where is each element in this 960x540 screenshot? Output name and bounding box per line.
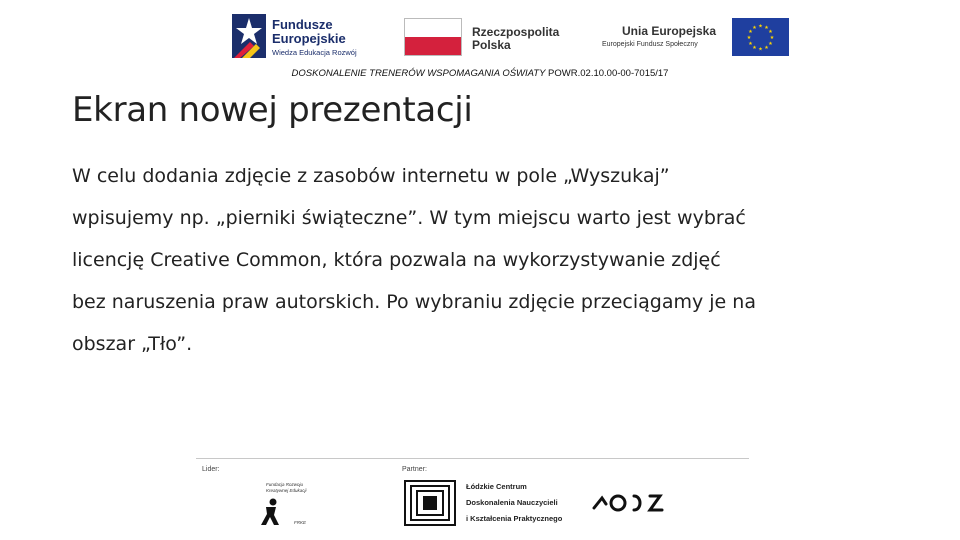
walking-figure-icon [260,498,282,526]
fe-title-line2: Europejskie [272,31,346,46]
svg-text:★: ★ [764,45,769,51]
lodz-wordmark-icon [590,488,670,516]
svg-text:★: ★ [764,25,769,31]
ue-title: Unia Europejska [622,24,717,38]
body-line: obszar „Tło”. [72,333,193,355]
lider-logo-line2: Kreatywnej Edukacji [266,488,307,493]
lider-label: Lider: [202,466,220,473]
rp-line2: Polska [472,38,511,52]
ldz-logo-line1: Łódzkie Centrum [466,482,527,491]
rp-line1: Rzeczpospolita [472,25,560,39]
svg-text:★: ★ [758,46,763,53]
square-frame-icon [404,480,456,526]
eu-flag-icon [732,18,789,56]
fundusze-europejskie-star-icon [232,14,268,58]
body-line: licencję Creative Common, która pozwala na wykorzystywanie zdjęć [72,249,721,271]
unia-europejska-logo [600,18,790,58]
svg-text:★: ★ [748,29,753,35]
ldz-partner-logo [404,480,564,526]
ue-fund-name: Europejski Fundusz Społeczny [602,41,698,48]
project-code: POWR.02.10.00-00-7015/17 [545,68,669,79]
project-reference [0,68,960,79]
svg-text:★: ★ [768,29,773,35]
slide-body [72,155,912,365]
ldz-logo-line3: i Kształcenia Praktycznego [466,514,563,523]
body-line: bez naruszenia praw autorskich. Po wybraniu zdjęcie przeciągamy je na [72,291,756,313]
body-line: wpisujemy np. „pierniki świąteczne”. W tym miejscu warto jest wybrać [72,207,746,229]
rzeczpospolita-polska-logo [404,18,574,58]
project-name: DOSKONALENIE TRENERÓW WSPOMAGANIA OŚWIATY [291,68,546,79]
slide-title: Ekran nowej prezentacji [72,90,473,130]
svg-text:★: ★ [752,45,757,51]
svg-text:★: ★ [752,25,757,31]
fe-title-line1: Fundusze [272,17,333,32]
svg-text:★: ★ [748,41,753,47]
fe-program-name: Wiedza Edukacja Rozwój [272,48,357,57]
ldz-logo-line2: Doskonalenia Nauczycieli [466,498,558,507]
polish-flag-icon [404,18,462,56]
svg-text:★: ★ [769,35,775,41]
lider-logo-line1: Fundacja Rozwoju [266,482,304,487]
footer-divider [196,458,749,459]
lider-logo [256,478,320,528]
partner-label: Partner: [402,466,427,473]
svg-text:★: ★ [758,23,763,30]
fundusze-europejskie-logo [232,14,374,60]
svg-text:★: ★ [746,35,752,41]
svg-text:★: ★ [768,41,773,47]
lider-logo-line3: FRKE [294,520,307,525]
body-line: W celu dodania zdjęcie z zasobów internetu w pole „Wyszukaj” [72,165,670,187]
